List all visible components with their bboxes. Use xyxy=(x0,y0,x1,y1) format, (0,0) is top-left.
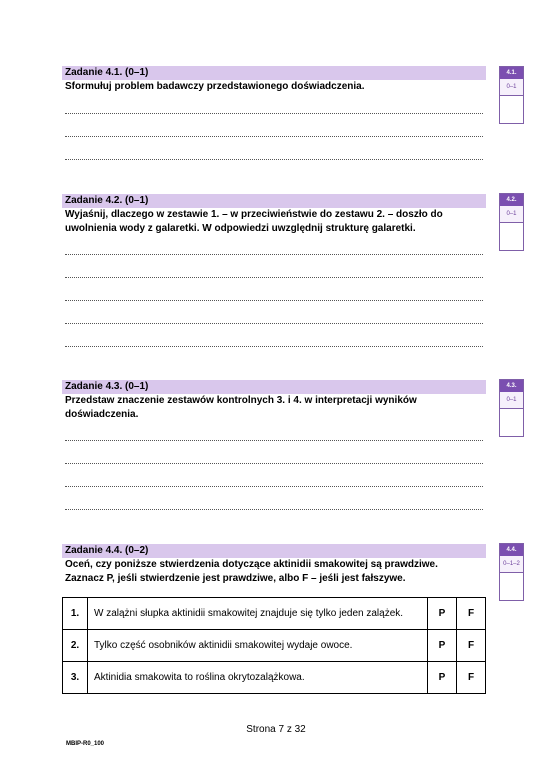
answer-line[interactable] xyxy=(65,276,483,278)
score-box xyxy=(499,543,524,601)
statement-text: W zalążni słupka aktinidii smakowitej znajduje się tylko jeden zalążek. xyxy=(88,598,428,630)
answer-line[interactable] xyxy=(65,158,483,160)
score-entry[interactable] xyxy=(500,223,523,250)
answer-line[interactable] xyxy=(65,439,483,441)
score-entry[interactable] xyxy=(500,409,523,436)
answer-line[interactable] xyxy=(65,322,483,324)
document-code: MBIP-R0_100 xyxy=(66,741,105,747)
answer-line[interactable] xyxy=(65,462,483,464)
false-option[interactable]: F xyxy=(457,630,486,662)
score-box xyxy=(499,66,524,124)
statement-number: 1. xyxy=(63,598,88,630)
score-points: 0–1 xyxy=(500,392,523,409)
score-id: 4.3. xyxy=(500,380,523,392)
task-4-4 xyxy=(62,544,486,586)
score-id: 4.1. xyxy=(500,67,523,79)
score-points: 0–1–2 xyxy=(500,556,523,573)
table-row xyxy=(63,662,486,694)
task-header: Zadanie 4.1. (0–1) xyxy=(62,66,486,80)
answer-line[interactable] xyxy=(65,345,483,347)
statement-number: 2. xyxy=(63,630,88,662)
answer-line[interactable] xyxy=(65,253,483,255)
score-entry[interactable] xyxy=(500,96,523,123)
task-header: Zadanie 4.3. (0–1) xyxy=(62,380,486,394)
task-prompt-line: Wyjaśnij, dlaczego w zestawie 1. – w przeciwieństwie do zestawu 2. – doszło do xyxy=(65,209,443,220)
statement-text: Tylko część osobników aktinidii smakowitej wydaje owoce. xyxy=(88,630,428,662)
score-id: 4.4. xyxy=(500,544,523,556)
task-4-1 xyxy=(62,66,486,94)
statement-text: Aktinidia smakowita to roślina okrytozalążkowa. xyxy=(88,662,428,694)
score-points: 0–1 xyxy=(500,206,523,223)
true-option[interactable]: P xyxy=(428,630,457,662)
answer-line[interactable] xyxy=(65,508,483,510)
task-prompt-line: doświadczenia. xyxy=(65,409,139,420)
score-points: 0–1 xyxy=(500,79,523,96)
table-row xyxy=(63,630,486,662)
task-prompt-line: Zaznacz P, jeśli stwierdzenie jest prawdziwe, albo F – jeśli jest fałszywe. xyxy=(65,573,406,584)
page-number: Strona 7 z 32 xyxy=(246,724,306,735)
table-row xyxy=(63,598,486,630)
statement-number: 3. xyxy=(63,662,88,694)
answer-line[interactable] xyxy=(65,112,483,114)
answer-line[interactable] xyxy=(65,135,483,137)
score-id: 4.2. xyxy=(500,194,523,206)
task-header: Zadanie 4.2. (0–1) xyxy=(62,194,486,208)
task-4-3 xyxy=(62,380,486,422)
task-prompt-line: uwolnienia wody z galaretki. W odpowiedzi uwzględnij strukturę galaretki. xyxy=(65,223,416,234)
score-box xyxy=(499,379,524,437)
score-entry[interactable] xyxy=(500,573,523,600)
false-option[interactable]: F xyxy=(457,598,486,630)
true-option[interactable]: P xyxy=(428,598,457,630)
task-prompt-line: Oceń, czy poniższe stwierdzenia dotyczące aktinidii smakowitej są prawdziwe. xyxy=(65,559,438,570)
score-box xyxy=(499,193,524,251)
task-header: Zadanie 4.4. (0–2) xyxy=(62,544,486,558)
answer-line[interactable] xyxy=(65,299,483,301)
task-4-2 xyxy=(62,194,486,236)
false-option[interactable]: F xyxy=(457,662,486,694)
task-prompt-line: Przedstaw znaczenie zestawów kontrolnych 3. i 4. w interpretacji wyników xyxy=(65,395,417,406)
true-option[interactable]: P xyxy=(428,662,457,694)
answer-line[interactable] xyxy=(65,485,483,487)
true-false-table xyxy=(62,597,486,694)
task-prompt: Sformułuj problem badawczy przedstawionego doświadczenia. xyxy=(65,81,365,92)
